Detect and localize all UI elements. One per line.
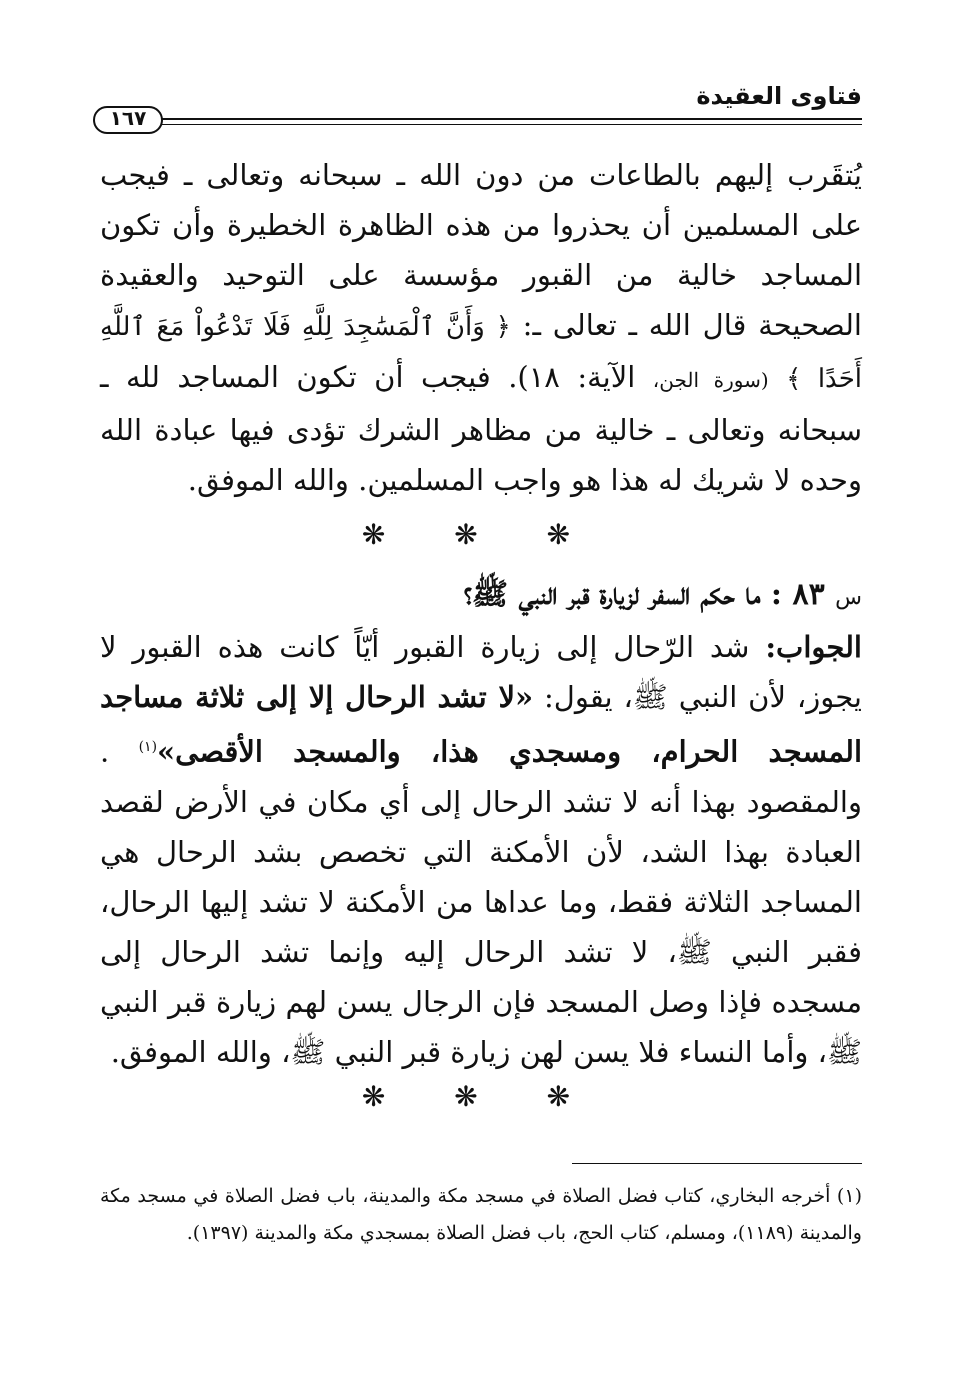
quran-reference: (سورة الجن، <box>652 368 769 392</box>
header-rule-thin <box>160 124 862 125</box>
body-paragraph-1 <box>100 150 862 505</box>
question-number: ٨٣ <box>792 577 825 612</box>
question-marker: س <box>835 585 862 610</box>
section-separator-end: ❋ ❋ ❋ <box>361 1080 601 1113</box>
body-line: المسلمين أن يحذروا من هذه الظاهرة الخطيرة وأن تكون المساجد <box>100 208 862 292</box>
question-text: : ما حكم السفر لزيارة قبر النبي ﷺ؟ <box>463 577 782 612</box>
footnote-rule <box>572 1163 862 1164</box>
footnote: (١) أخرجه البخاري، كتاب فضل الصلاة في مسجد مكة والمدينة، باب فضل الصلاة في مسجد مكة والمدينة (١١٨٩)، ومسلم، كتاب الحج، باب فضل الصلاة بمسجدي مكة والمدينة (١٣٩٧). <box>100 1185 862 1244</box>
footnote-reference: (١) <box>138 739 158 755</box>
page-number-badge <box>92 104 164 136</box>
question-heading <box>100 572 862 621</box>
body-line: الآية: ١٨). فيجب أن تكون المساجد لله ـ سبحانه وتعالى ـ خالية من <box>100 360 863 447</box>
body-line: واجب المسلمين. والله الموفق. <box>187 463 562 497</box>
answer-paragraph <box>100 622 862 1077</box>
body-line: مظاهر الشرك تؤدى فيها عبادة الله وحده لا شريك له هذا هو <box>100 413 862 497</box>
body-line: ـ تعالى ـ: <box>522 308 637 342</box>
page-number: ١٦٧ <box>109 106 147 130</box>
answer-text-continued: . والمقصود بهذا أنه لا تشد الرحال إلى أي مكان في الأرض لقصد العبادة بهذا الشد، لأن الأمكنة التي تخصص بشد الرحال هي المساجد الثلاثة فقط، وما عداها من الأمكنة لا تشد إليها الرحال، فقبر النبي ﷺ، لا تشد الرحال إليه وإنما تشد الرحال إلى مسجده فإذا وصل المسجد فإن الرجال يسن لهم زيارة قبر النبي ﷺ، وأما النساء فلا يسن لهن زيارة قبر النبي ﷺ، والله الموفق. <box>100 734 862 1069</box>
section-separator: ❋ ❋ ❋ <box>361 518 601 551</box>
body-line: خالية من القبور مؤسسة على التوحيد والعقيدة الصحيحة قال الله <box>100 258 862 342</box>
body-line: يُتقَرب إليهم بالطاعات من دون الله ـ سبحانه وتعالى ـ فيجب على <box>100 158 863 242</box>
answer-label: الجواب: <box>765 630 862 664</box>
running-header-title: فتاوى العقيدة <box>696 82 862 110</box>
answer-text: شد الرّحال إلى زيارة القبور أيّاً كانت هذه القبور لا يجوز، لأن النبي ﷺ، يقول: <box>100 630 862 714</box>
header-rule <box>160 118 862 120</box>
quran-verse: ﴿ وَأَنَّ ٱلْمَسَٰجِدَ لِلَّهِ فَلَا تَدْعُواْ مَعَ ٱللَّهِ أَحَدًا ﴾ <box>100 312 862 394</box>
hadith-quote: «لا تشد الرحال إلا إلى ثلاثة مساجد المسجد الحرام، ومسجدي هذا، والمسجد الأقصى» <box>100 680 862 769</box>
